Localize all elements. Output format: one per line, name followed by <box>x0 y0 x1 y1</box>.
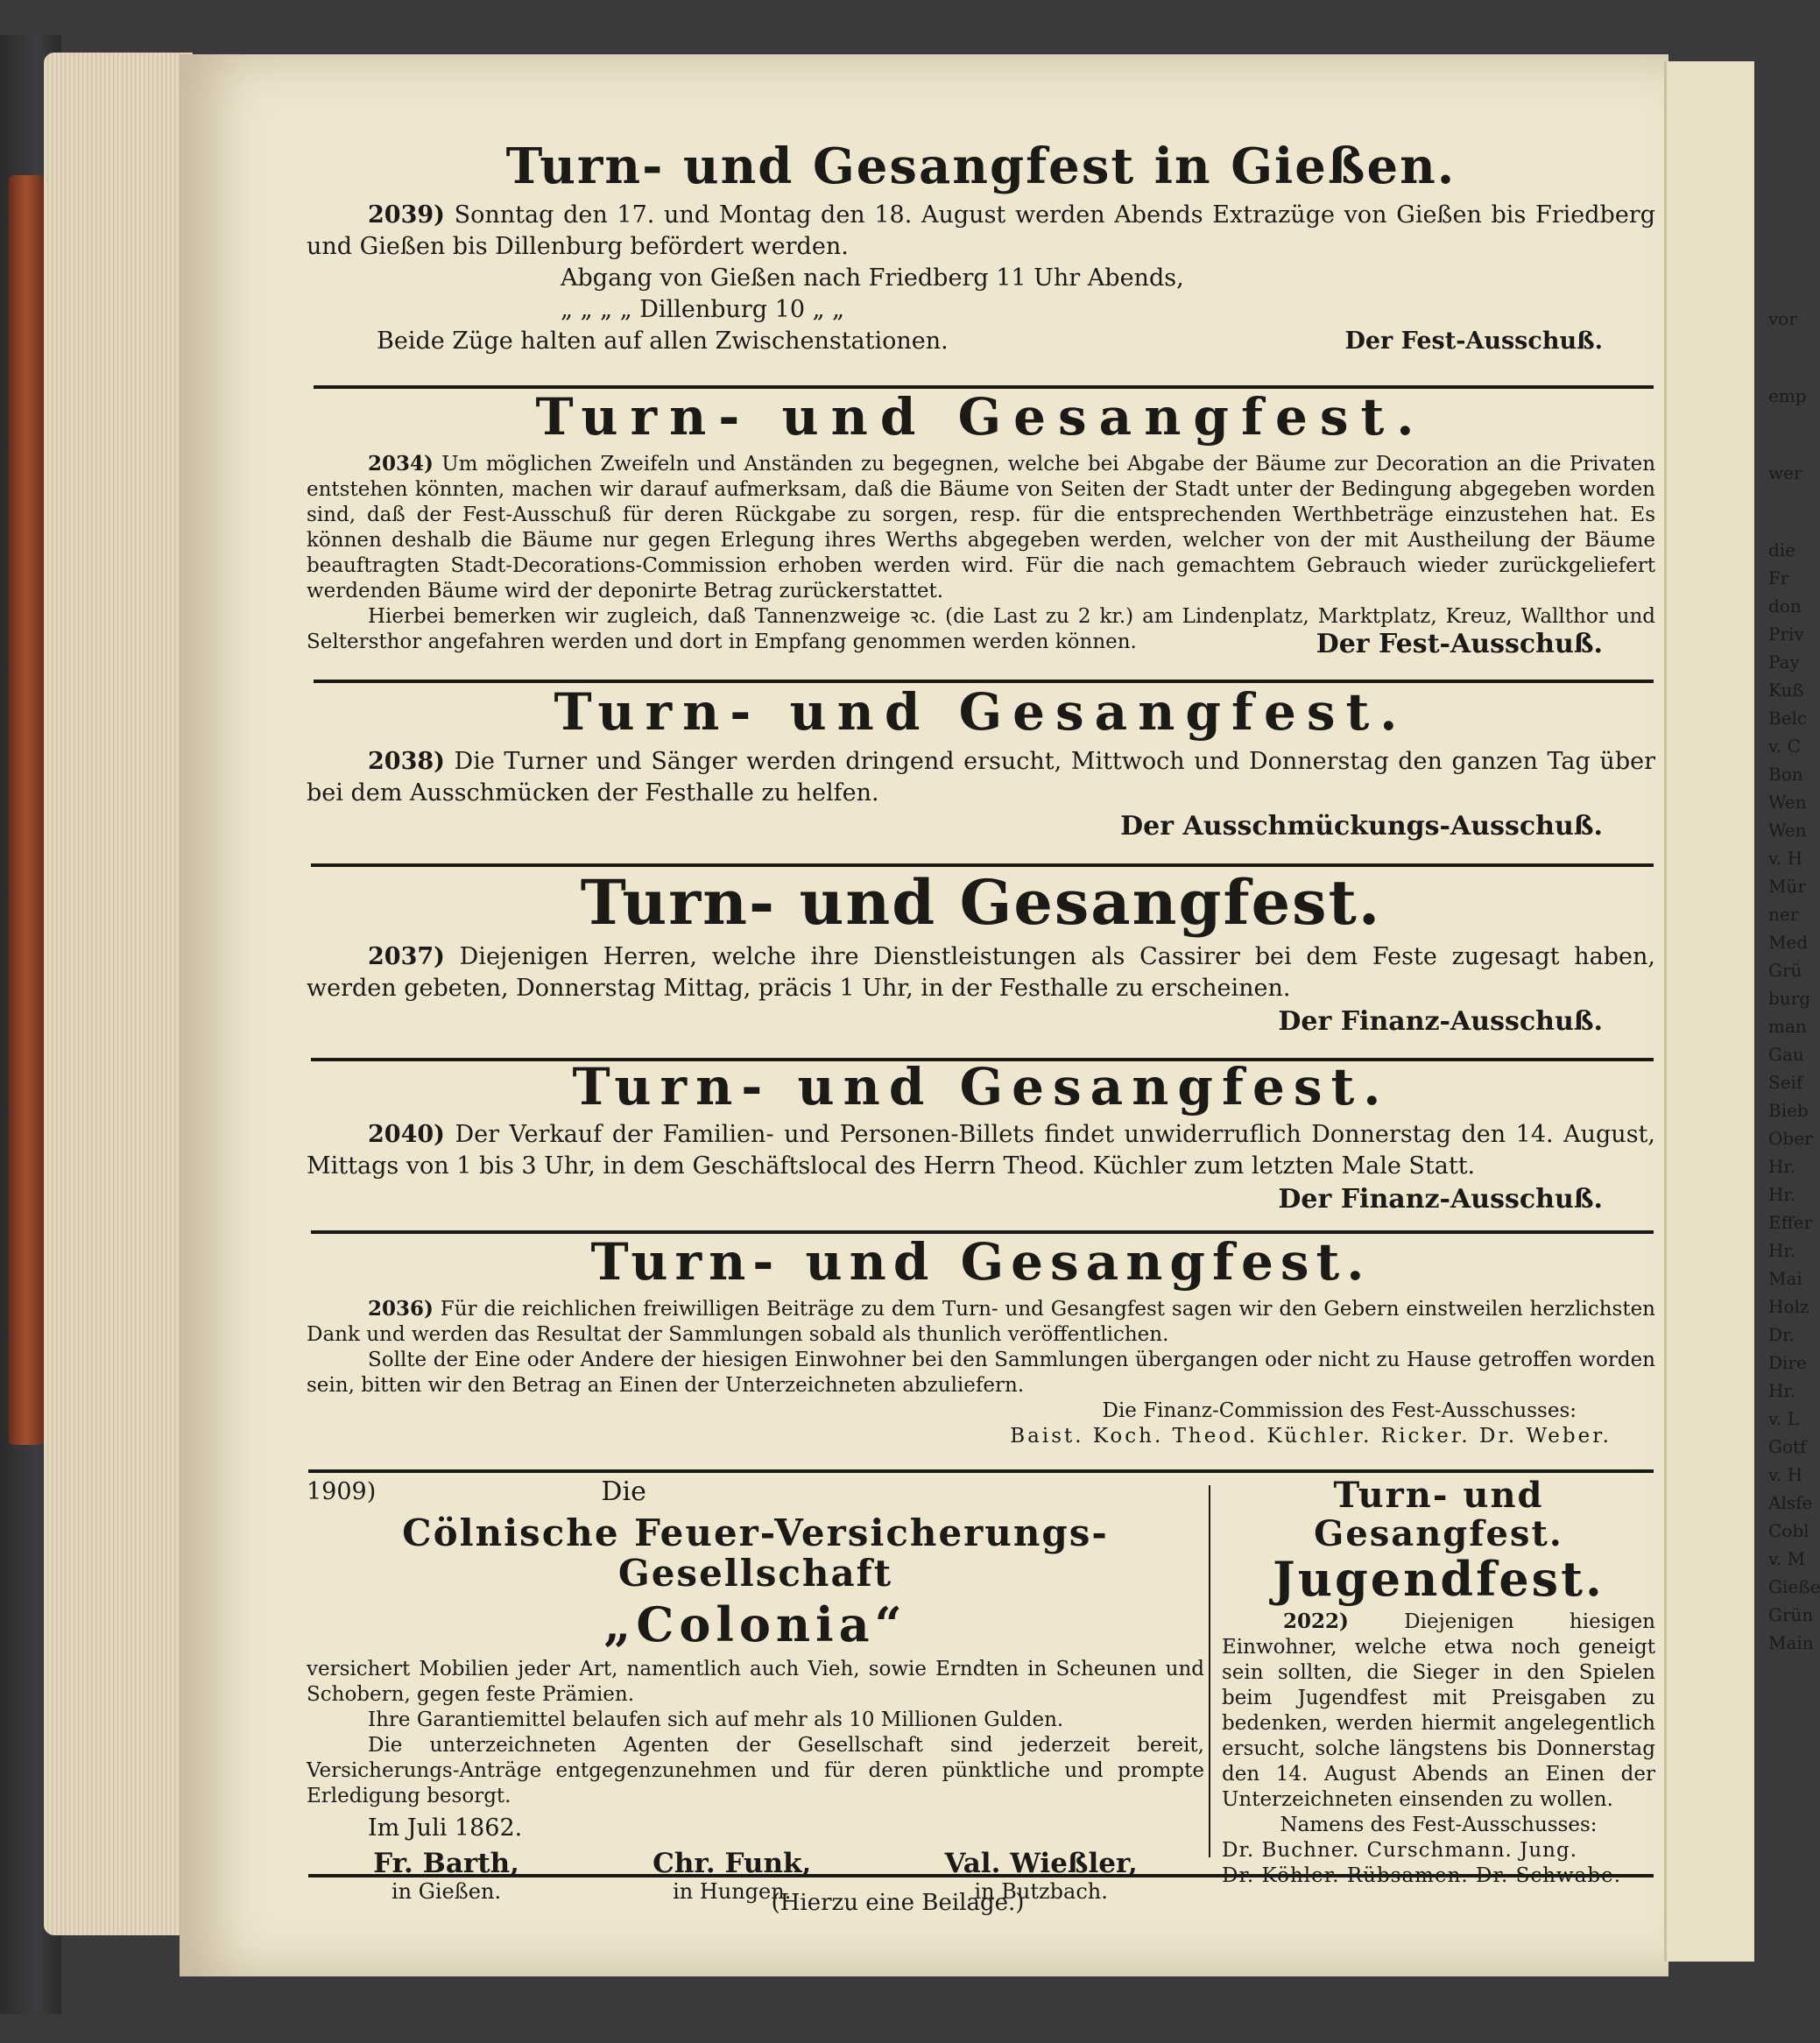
ad-number: 2034) <box>368 451 434 476</box>
ad-signature: Der Finanz-Ausschuß. <box>1278 1006 1603 1037</box>
ad-text-2: Hierbei bemerken wir zugleich, daß Tannenzweige ꝛc. (die Last zu 2 kr.) am Lindenplatz, Marktplatz, Kreuz, Wallthor und Seltersthor angefahren werden und dort in Empfang genommen werden können. <box>307 604 1655 653</box>
facing-page-fragment: Alsfe <box>1768 1492 1813 1513</box>
ad-signature-head: Die Finanz-Commission des Fest-Ausschusses: <box>1102 1398 1577 1422</box>
facing-page-fragment: Kuß <box>1768 680 1804 701</box>
ad-company: Cölnische Feuer-Versicherungs-Gesellschaft <box>402 1511 1109 1596</box>
ad-text: versichert Mobilien jeder Art, namentlich auch Vieh, sowie Erndten in Scheunen und Schobern, gegen feste Prämien. <box>307 1657 1204 1706</box>
facing-page-fragment: Belc <box>1768 708 1808 729</box>
facing-page-fragment: Gotf <box>1768 1436 1807 1457</box>
facing-page-fragment: die <box>1768 539 1796 560</box>
facing-page-fragment: Dr. <box>1768 1324 1795 1345</box>
facing-page-fragment: Bieb <box>1768 1100 1809 1121</box>
facing-page-fragment: Hr. <box>1768 1156 1796 1177</box>
ad-text: 2022) Diejenigen hiesigen Einwohner, welche etwa noch geneigt sein sollten, die Sieger in den Spielen beim Jugendfest mit Preisgaben zu bedenken, werden hiermit angelegentlich ersucht, solche längstens bis Donnerstag den 14. August Abends an Einen der Unterzeichneten einsenden zu wollen. <box>1222 1610 1655 1812</box>
facing-page-fragment: Holz <box>1768 1296 1809 1317</box>
facing-page-fragment: v. M <box>1768 1548 1806 1569</box>
facing-page-fragment: Ober <box>1768 1128 1813 1149</box>
facing-page-fragment: Hr. <box>1768 1380 1796 1401</box>
book-spine <box>9 175 44 1445</box>
ad-title: Turn- und Gesangfest. <box>554 682 1408 742</box>
facing-page-fragments <box>1667 306 1820 1655</box>
column-divider <box>1209 1485 1210 1857</box>
facing-page-fragment: burg <box>1768 988 1811 1009</box>
ad-signature: Der Finanz-Ausschuß. <box>1278 1183 1603 1215</box>
ad-2039 <box>307 137 1655 357</box>
page-stack <box>44 53 193 1935</box>
facing-page-fragment: Med <box>1768 932 1809 953</box>
ad-2037 <box>307 866 1655 1037</box>
ad-title: Turn- und Gesangfest. <box>590 1232 1372 1292</box>
ad-title: Turn- und Gesangfest. <box>1314 1475 1563 1554</box>
facing-page-fragment: v. L <box>1768 1408 1799 1429</box>
ad-text: Ihre Garantiemittel belaufen sich auf mehr als 10 Millionen Gulden. <box>368 1708 1064 1731</box>
facing-page-fragment: Hr. <box>1768 1240 1796 1261</box>
facing-page-fragment: Bon <box>1768 764 1803 785</box>
ad-2040 <box>307 1057 1655 1215</box>
facing-page-fragment: emp <box>1768 385 1807 406</box>
ad-signature: Baist. Koch. Theod. Küchler. Ricker. Dr. Weber. <box>1010 1424 1612 1448</box>
divider-rule <box>308 1469 1654 1473</box>
ad-2036 <box>307 1232 1655 1449</box>
footnote: (Hierzu eine Beilage.) <box>771 1890 1025 1916</box>
ad-company-name: „Colonia“ <box>603 1596 907 1653</box>
ad-title: Turn- und Gesangfest. <box>572 1057 1390 1117</box>
ad-text: 2034) Um möglichen Zweifeln und Anständen zu begegnen, welche bei Abgabe der Bäume zur Decoration an die Privaten entstehen könnten, machen wir darauf aufmerksam, daß die Bäume von Seiten der Stadt unter der Bedingung abgegeben worden sind, daß der Fest-Ausschuß für deren Rückgabe zu sorgen, resp. für die entsprechenden Werthbeträge einzustehen hat. Es können deshalb die Bäume nur gegen Erlegung ihres Werths abgegeben werden, welcher von der mit Austheilung der Bäume beauftragten Stadt-Decorations-Commission erhoben werden wird. Für die nach gemachtem Gebrauch wieder zurückgeliefert werdenden Bäume wird der deponirte Betrag zurückerstattet. <box>307 451 1656 602</box>
ad-number: 1909) <box>307 1478 377 1505</box>
ad-number: 2039) <box>368 201 445 229</box>
ad-jugendfest <box>1222 1476 1655 1889</box>
facing-page-fragment: Grün <box>1768 1604 1814 1625</box>
ad-title: Turn- und Gesangfest. <box>535 387 1427 447</box>
ad-number: 2040) <box>368 1120 445 1148</box>
ad-number: 2022) <box>1283 1610 1349 1634</box>
ad-text-2: Sollte der Eine oder Andere der hiesigen Einwohner bei den Sammlungen übergangen oder nicht zu Hause getroffen worden sein, bitten wir den Betrag an Einen der Unterzeichneten abzuliefern. <box>307 1348 1655 1397</box>
ad-text: 2040) Der Verkauf der Familien- und Personen-Billets findet unwiderruflich Donnerstag den 14. August, Mittags von 1 bis 3 Uhr, in dem Geschäftslocal des Herrn Theod. Küchler zum letzten Male Statt. <box>307 1120 1655 1180</box>
facing-page-fragment: Grü <box>1768 960 1802 981</box>
ad-line: „ „ „ „ Dillenburg 10 „ „ <box>561 295 845 323</box>
facing-page-fragment: Gau <box>1768 1044 1804 1065</box>
facing-page-fragment: Mür <box>1768 876 1806 897</box>
ad-text: 2038) Die Turner und Sänger werden dringend ersucht, Mittwoch und Donnerstag den ganzen Tag über bei dem Ausschmücken der Festhalle zu helfen. <box>307 747 1655 807</box>
ad-signature: Der Fest-Ausschuß. <box>1344 327 1603 355</box>
ad-title: Turn- und Gesangfest in Gießen. <box>505 137 1457 195</box>
facing-page-fragment: vor <box>1768 308 1797 329</box>
facing-page-fragment: don <box>1768 595 1802 616</box>
facing-page-fragment: ner <box>1768 904 1799 925</box>
facing-page-fragment: wer <box>1768 462 1802 483</box>
ad-2034 <box>307 387 1656 659</box>
ad-text: Die unterzeichneten Agenten der Gesellschaft sind jederzeit bereit, Versicherungs-Anträge entgegenzunehmen und für deren pünktliche und prompte Erledigung besorgt. <box>307 1733 1204 1807</box>
agent: Val. Wießler, in Butzbach. <box>944 1847 1138 1904</box>
ad-signature: Der Fest-Ausschuß. <box>1316 628 1603 659</box>
ad-text: 2037) Diejenigen Herren, welche ihre Dienstleistungen als Cassirer bei dem Feste zugesagt haben, werden gebeten, Donnerstag Mittag, präcis 1 Uhr, in der Festhalle zu erscheinen. <box>307 943 1655 1002</box>
ad-text: 2036) Für die reichlichen freiwilligen Beiträge zu dem Turn- und Gesangfest sagen wir den Gebern einstweilen herzlichsten Dank und werden das Resultat der Sammlungen sobald als thunlich veröffentlichen. <box>307 1296 1655 1346</box>
facing-page-fragment: man <box>1768 1016 1807 1037</box>
agent: Fr. Barth, in Gießen. <box>373 1847 519 1904</box>
ad-number: 2036) <box>368 1296 434 1321</box>
ad-signature: Dr. Buchner. Curschmann. Jung. <box>1222 1839 1578 1863</box>
facing-page-fragment: Main <box>1768 1632 1814 1653</box>
facing-page-fragment: Gieße <box>1768 1576 1820 1597</box>
facing-page-fragment: v. H <box>1768 848 1803 869</box>
facing-page-fragment: Dire <box>1768 1352 1807 1373</box>
ad-number: 2038) <box>368 747 445 775</box>
ad-line: Beide Züge halten auf allen Zwischenstationen. <box>377 327 949 355</box>
ad-signature: Der Ausschmückungs-Ausschuß. <box>1120 810 1603 842</box>
ad-subtitle: Jugendfest. <box>1273 1551 1605 1607</box>
facing-page-fragment: v. C <box>1768 736 1801 757</box>
facing-page-fragment: Fr <box>1768 567 1789 588</box>
ad-signature: Dr. Köhler. Rübsamen. Dr. Schwabe. <box>1222 1864 1622 1888</box>
ad-colonia <box>307 1476 1204 1904</box>
facing-page-fragment: Effer <box>1768 1212 1813 1233</box>
facing-page-fragment: v. H <box>1768 1464 1803 1485</box>
facing-page-fragment: Pay <box>1768 652 1800 673</box>
agent: Chr. Funk, in Hungen. <box>653 1847 812 1904</box>
ad-line: Abgang von Gießen nach Friedberg 11 Uhr Abends, <box>561 264 1184 292</box>
divider-rule <box>308 1874 1654 1877</box>
facing-page-fragment: Seif <box>1768 1072 1803 1093</box>
ad-date: Im Juli 1862. <box>368 1814 523 1842</box>
facing-page-edge <box>1664 61 1820 1962</box>
facing-page-fragment: Hr. <box>1768 1184 1796 1205</box>
facing-page-fragment: Priv <box>1768 623 1804 645</box>
ad-number: 2037) <box>368 943 445 970</box>
ad-title: Turn- und Gesangfest. <box>580 866 1382 939</box>
facing-page-fragment: Mai <box>1768 1268 1802 1289</box>
ad-text: 2039) Sonntag den 17. und Montag den 18. August werden Abends Extrazüge von Gießen bis Friedberg und Gießen bis Dillenburg befördert werden. <box>307 201 1655 260</box>
facing-page-fragment: Cobl <box>1768 1520 1809 1541</box>
ad-signature-head: Namens des Fest-Ausschusses: <box>1280 1814 1598 1837</box>
facing-page-fragment: Wen <box>1768 792 1807 813</box>
ad-2038 <box>307 682 1655 842</box>
ad-die: Die <box>601 1476 646 1507</box>
facing-page-fragment: Wen <box>1768 820 1807 841</box>
